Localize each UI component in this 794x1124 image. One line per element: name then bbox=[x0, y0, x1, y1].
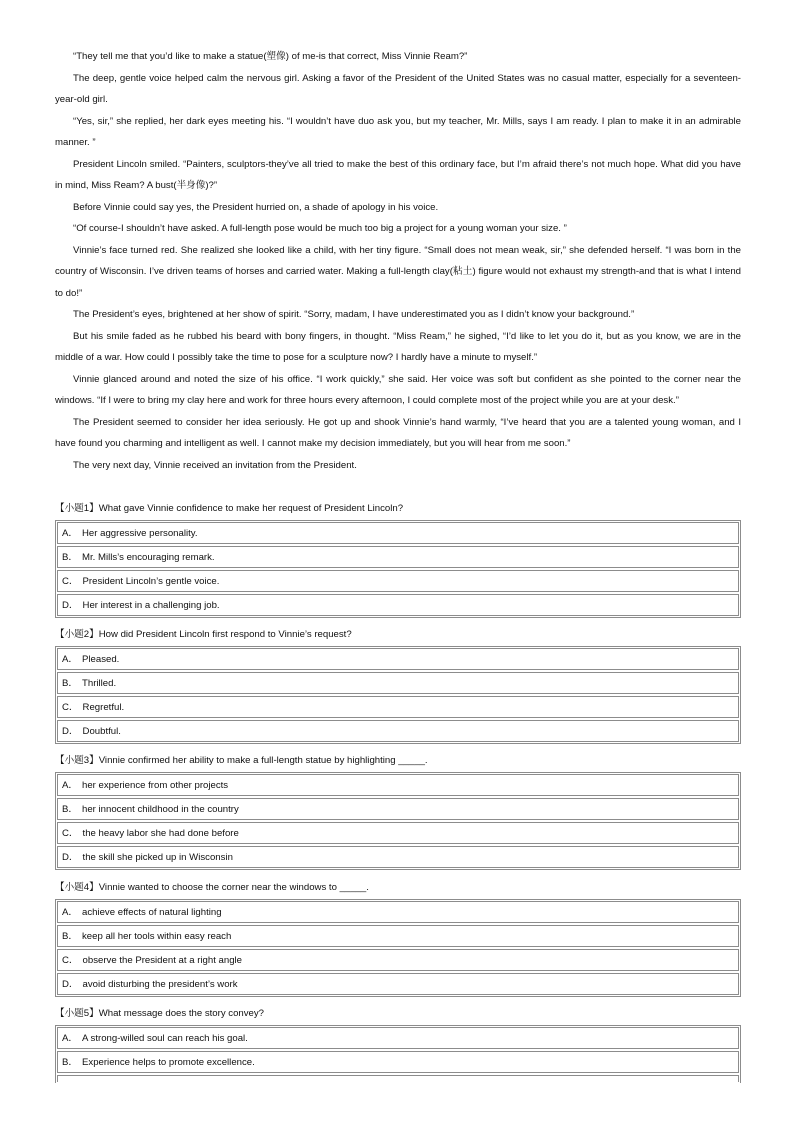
question-title: 【小题4】Vinnie wanted to choose the corner near the windows to _____. bbox=[55, 882, 369, 893]
passage-paragraph: President Lincoln smiled. “Painters, sculptors-they’ve all tried to make the best of this ordinary face, but I’m afraid there’s not much hope. What did you have in mind, Miss Ream? A bust(半身像)?” bbox=[55, 158, 741, 191]
passage-paragraph: Vinnie glanced around and noted the size of his office. “I work quickly,” she said. Her voice was soft but confident as she pointed to the corner near the windows. “If I were to bring my clay here and work for three hours every afternoon, I could complete most of the project while you are at your desk.” bbox=[55, 373, 741, 406]
option-label: B． bbox=[62, 931, 78, 942]
option-text: achieve effects of natural lighting bbox=[82, 907, 222, 918]
option-label: D． bbox=[62, 726, 79, 737]
passage-paragraph: The President’s eyes, brightened at her show of spirit. “Sorry, madam, I have underestimated you as I didn’t know your background.” bbox=[73, 309, 635, 320]
option-b[interactable] bbox=[57, 672, 739, 694]
passage-paragraph: The President seemed to consider her idea seriously. He got up and shook Vinnie’s hand warmly, “I’ve heard that you are a talented young woman, and I have found you charming and intelligent as well. I cannot make my decision immediately, but you will hear from me soon.” bbox=[55, 416, 741, 449]
option-text: observe the President at a right angle bbox=[82, 955, 242, 966]
question-1 bbox=[55, 498, 741, 618]
option-c[interactable] bbox=[57, 696, 739, 718]
question-title: 【小题3】Vinnie confirmed her ability to make a full-length statue by highlighting _____. bbox=[55, 755, 428, 766]
option-b[interactable] bbox=[57, 925, 739, 947]
option-b[interactable] bbox=[57, 798, 739, 820]
option-text: Her interest in a challenging job. bbox=[82, 600, 220, 611]
passage-paragraph: The very next day, Vinnie received an invitation from the President. bbox=[73, 459, 357, 471]
option-label: B． bbox=[62, 678, 78, 689]
option-text: A strong-willed soul can reach his goal. bbox=[82, 1033, 248, 1044]
option-c[interactable] bbox=[57, 949, 739, 971]
option-text: Thrilled. bbox=[82, 678, 117, 689]
option-c[interactable] bbox=[57, 822, 739, 844]
passage-paragraph: Before Vinnie could say yes, the President hurried on, a shade of apology in his voice. bbox=[73, 201, 439, 213]
option-a[interactable] bbox=[57, 522, 739, 544]
passage-paragraph: “They tell me that you’d like to make a statue(塑像) of me-is that correct, Miss Vinnie Ream?” bbox=[73, 51, 468, 62]
option-d[interactable] bbox=[57, 594, 739, 616]
option-text: the heavy labor she had done before bbox=[82, 828, 239, 839]
option-row-cutoff bbox=[57, 1075, 739, 1082]
question-title: 【小题1】What gave Vinnie confidence to make her request of President Lincoln? bbox=[55, 503, 404, 514]
option-d[interactable] bbox=[57, 846, 739, 868]
question-3 bbox=[55, 750, 741, 870]
option-text: Mr. Mills’s encouraging remark. bbox=[82, 552, 215, 563]
option-label: D． bbox=[62, 852, 79, 863]
option-b[interactable] bbox=[57, 546, 739, 568]
options-table bbox=[55, 520, 741, 618]
option-label: A． bbox=[62, 907, 78, 918]
option-text: President Lincoln’s gentle voice. bbox=[82, 576, 220, 587]
option-text: Experience helps to promote excellence. bbox=[82, 1057, 255, 1068]
option-text: avoid disturbing the president’s work bbox=[82, 979, 238, 990]
option-text: her experience from other projects bbox=[82, 780, 229, 791]
option-text: the skill she picked up in Wisconsin bbox=[82, 852, 233, 863]
question-2 bbox=[55, 624, 741, 744]
option-text: Her aggressive personality. bbox=[82, 528, 198, 539]
option-text: Doubtful. bbox=[82, 726, 121, 737]
question-5 bbox=[55, 1003, 741, 1083]
passage-paragraph: Vinnie’s face turned red. She realized she looked like a child, with her tiny figure. “Small does not mean weak, sir,” she defended herself. “I was born in the country of Wisconsin. I’ve driven teams of horses and carried water. Making a full-length clay(粘土) figure would not exhaust my strength-and that is what I intend to do!” bbox=[55, 244, 741, 299]
option-label: D． bbox=[62, 600, 79, 611]
option-c[interactable] bbox=[57, 570, 739, 592]
option-a[interactable] bbox=[57, 774, 739, 796]
option-label: D． bbox=[62, 979, 79, 990]
options-table bbox=[55, 899, 741, 997]
option-d[interactable] bbox=[57, 720, 739, 742]
option-label: A． bbox=[62, 528, 78, 539]
question-title: 【小题5】What message does the story convey? bbox=[55, 1008, 265, 1019]
option-b[interactable] bbox=[57, 1051, 739, 1073]
option-text: keep all her tools within easy reach bbox=[82, 931, 232, 942]
options-table bbox=[55, 1025, 741, 1083]
passage-paragraph: But his smile faded as he rubbed his beard with bony fingers, in thought. “Miss Ream,” he sighed, “I’d like to let you do it, but as you know, we are in the middle of a war. How could I possibly take the time to pose for a sculpture now? I hardly have a minute to myself.” bbox=[55, 330, 741, 363]
options-table bbox=[55, 646, 741, 744]
option-text: her innocent childhood in the country bbox=[82, 804, 239, 815]
option-label: C． bbox=[62, 828, 79, 839]
option-text: Regretful. bbox=[82, 702, 125, 713]
passage-paragraph: “Yes, sir,” she replied, her dark eyes meeting his. “I wouldn’t have duo ask you, but my teacher, Mr. Mills, says I am ready. I plan to make it in an admirable manner. ” bbox=[55, 115, 741, 148]
option-label: A． bbox=[62, 1033, 78, 1044]
option-label: B． bbox=[62, 1057, 78, 1068]
question-title: 【小题2】How did President Lincoln first respond to Vinnie’s request? bbox=[55, 629, 352, 640]
option-d[interactable] bbox=[57, 973, 739, 995]
option-label: C． bbox=[62, 955, 79, 966]
option-a[interactable] bbox=[57, 648, 739, 670]
option-a[interactable] bbox=[57, 901, 739, 923]
option-text: Pleased. bbox=[82, 654, 120, 665]
option-label: A． bbox=[62, 654, 78, 665]
options-table bbox=[55, 772, 741, 870]
passage-paragraph: “Of course-I shouldn’t have asked. A full-length pose would be much too big a project for a young woman your size. ” bbox=[73, 223, 567, 234]
option-label: B． bbox=[62, 552, 78, 563]
option-label: C． bbox=[62, 702, 79, 713]
option-label: C． bbox=[62, 576, 79, 587]
option-label: B． bbox=[62, 804, 78, 815]
option-label: A． bbox=[62, 780, 78, 791]
passage-paragraph: The deep, gentle voice helped calm the nervous girl. Asking a favor of the President of the United States was no casual matter, especially for a seventeen-year-old girl. bbox=[55, 72, 741, 105]
option-a[interactable] bbox=[57, 1027, 739, 1049]
reading-passage bbox=[55, 46, 741, 476]
question-4 bbox=[55, 877, 741, 997]
